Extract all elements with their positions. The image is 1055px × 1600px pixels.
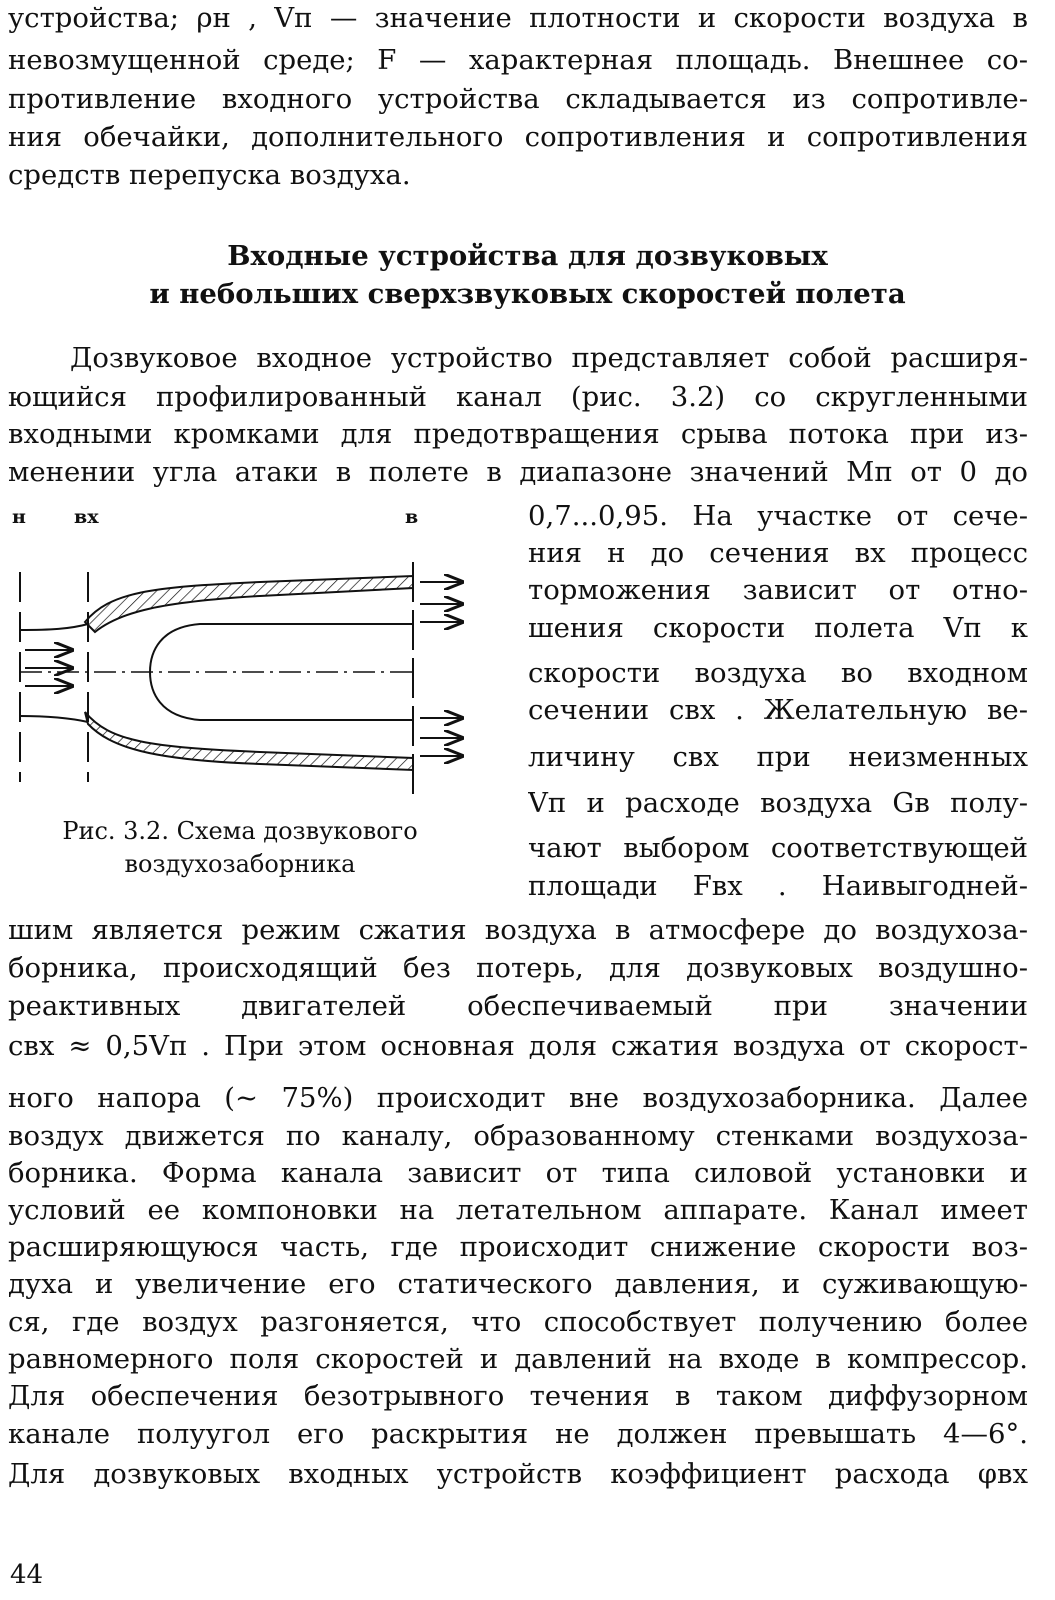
text-line: Vп и расходе воздуха Gв полу- xyxy=(528,787,1028,819)
text-line: равномерного поля скоростей и давлений на входе в компрессор. xyxy=(8,1343,1028,1375)
section-label-vx: вх xyxy=(74,506,99,528)
section-label-v: в xyxy=(405,506,419,528)
text-line: шения скорости полета Vп к xyxy=(528,612,1028,644)
text-line: шим является режим сжатия воздуха в атмосфере до воздухоза- xyxy=(8,914,1028,946)
inlet-schematic xyxy=(0,532,480,812)
text-line: устройства; ρн , Vп — значение плотности и скорости воздуха в xyxy=(8,2,1028,34)
figure-inlet-diagram xyxy=(0,506,480,816)
text-line: свх ≈ 0,5Vп . При этом основная доля сжатия воздуха от скорост- xyxy=(8,1030,1028,1062)
section-title: Входные устройства для дозвуковых xyxy=(227,240,828,272)
text-line: ного напора (~ 75%) происходит вне воздухозаборника. Далее xyxy=(8,1082,1028,1114)
text-line: духа и увеличение его статического давления, и суживающую- xyxy=(8,1268,1028,1300)
figure-caption: Рис. 3.2. Схема дозвукового xyxy=(62,817,418,845)
text-line: канале полуугол его раскрытия не должен превышать 4—6°. xyxy=(8,1418,1028,1450)
text-line: скорости воздуха во входном xyxy=(528,657,1028,689)
text-line: реактивных двигателей обеспечиваемый при значении xyxy=(8,990,1028,1022)
text-line: ющийся профилированный канал (рис. 3.2) со скругленными xyxy=(8,381,1028,413)
text-line: 0,7...0,95. На участке от сече- xyxy=(528,500,1028,532)
text-line: борника. Форма канала зависит от типа силовой установки и xyxy=(8,1157,1028,1189)
text-line: входными кромками для предотвращения срыва потока при из- xyxy=(8,418,1028,450)
text-line: средств перепуска воздуха. xyxy=(8,159,411,191)
text-line: площади Fвх . Наивыгодней- xyxy=(528,870,1028,902)
text-line: противление входного устройства складывается из сопротивле- xyxy=(8,83,1028,115)
text-line: менении угла атаки в полете в диапазоне значений Мп от 0 до xyxy=(8,456,1028,488)
text-line: расширяющуюся часть, где происходит снижение скорости воз- xyxy=(8,1231,1028,1263)
text-line: невозмущенной среде; F — характерная площадь. Внешнее со- xyxy=(8,44,1028,76)
text-line: Для обеспечения безотрывного течения в таком диффузорном xyxy=(8,1380,1028,1412)
text-line: чают выбором соответствующей xyxy=(528,832,1028,864)
text-line: ся, где воздух разгоняется, что способствует получению более xyxy=(8,1306,1028,1338)
text-line: ния н до сечения вх процесс xyxy=(528,537,1028,569)
text-line: ния обечайки, дополнительного сопротивления и сопротивления xyxy=(8,121,1028,153)
section-label-n: н xyxy=(12,506,26,528)
text-line: Для дозвуковых входных устройств коэффициент расхода φвх xyxy=(8,1458,1028,1490)
text-line: воздух движется по каналу, образованному стенками воздухоза- xyxy=(8,1120,1028,1152)
page-number: 44 xyxy=(10,1560,44,1590)
text-line: борника, происходящий без потерь, для дозвуковых воздушно- xyxy=(8,952,1028,984)
text-line: условий ее компоновки на летательном аппарате. Канал имеет xyxy=(8,1194,1028,1226)
text-line: торможения зависит от отно- xyxy=(528,574,1028,606)
section-title: и небольших сверхзвуковых скоростей полета xyxy=(149,278,906,310)
text-line: Дозвуковое входное устройство представляет собой расширя- xyxy=(70,342,1028,374)
figure-caption: воздухозаборника xyxy=(124,850,356,878)
text-line: сечении свх . Желательную ве- xyxy=(528,694,1028,726)
text-line: личину свх при неизменных xyxy=(528,741,1028,773)
